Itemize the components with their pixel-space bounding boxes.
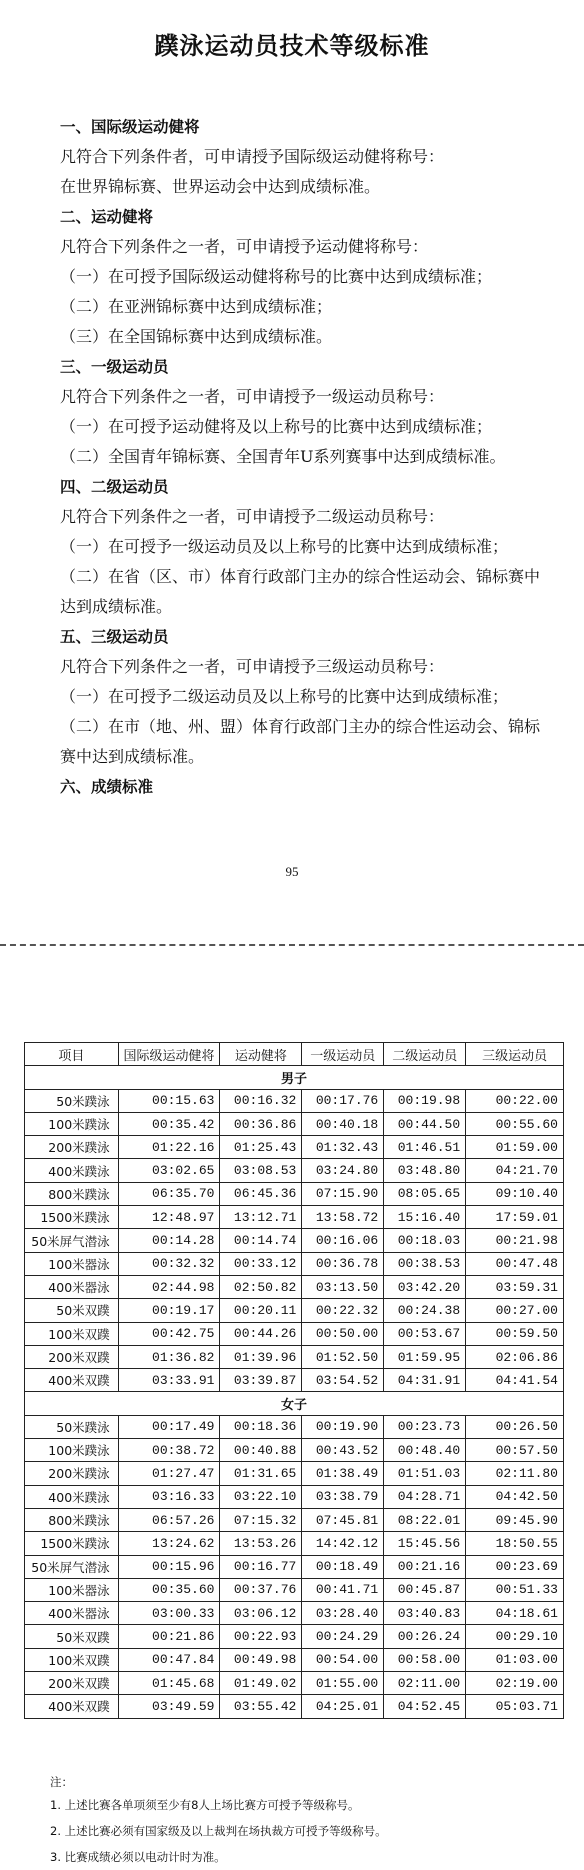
event-cell: 400米蹼泳 <box>25 1485 119 1508</box>
time-cell: 00:55.60 <box>466 1112 564 1135</box>
time-cell: 01:25.43 <box>220 1136 302 1159</box>
time-cell: 12:48.97 <box>118 1206 220 1229</box>
paragraph-line: 凡符合下列条件之一者，可申请授予运动健将称号： <box>60 237 429 256</box>
time-cell: 00:35.42 <box>118 1112 220 1135</box>
event-cell: 400米器泳 <box>25 1602 119 1625</box>
event-cell: 200米蹼泳 <box>25 1462 119 1485</box>
event-cell: 50米屏气潜泳 <box>25 1555 119 1578</box>
time-cell: 00:54.00 <box>302 1648 384 1671</box>
time-cell: 03:39.87 <box>220 1369 302 1392</box>
time-cell: 01:39.96 <box>220 1345 302 1368</box>
time-cell: 00:51.33 <box>466 1578 564 1601</box>
paragraph-line: 凡符合下列条件之一者，可申请授予三级运动员称号： <box>60 657 445 676</box>
table-row <box>25 1485 564 1508</box>
time-cell: 00:23.69 <box>466 1555 564 1578</box>
section-heading: 三、一级运动员 <box>60 358 169 376</box>
time-cell: 02:11.80 <box>466 1462 564 1485</box>
table-row <box>25 1159 564 1182</box>
event-cell: 400米蹼泳 <box>25 1159 119 1182</box>
table-row <box>25 1439 564 1462</box>
time-cell: 04:52.45 <box>384 1695 466 1718</box>
time-cell: 09:45.90 <box>466 1508 564 1531</box>
time-cell: 01:49.02 <box>220 1672 302 1695</box>
time-cell: 00:24.29 <box>302 1625 384 1648</box>
time-cell: 00:37.76 <box>220 1578 302 1601</box>
section-heading: 六、成绩标准 <box>60 778 154 796</box>
time-cell: 13:58.72 <box>302 1206 384 1229</box>
table-row <box>25 1275 564 1298</box>
time-cell: 08:22.01 <box>384 1508 466 1531</box>
header-international-master: 国际级运动健将 <box>118 1043 220 1066</box>
time-cell: 00:50.00 <box>302 1322 384 1345</box>
table-row <box>25 1625 564 1648</box>
time-cell: 04:21.70 <box>466 1159 564 1182</box>
time-cell: 00:18.36 <box>220 1415 302 1438</box>
time-cell: 02:19.00 <box>466 1672 564 1695</box>
time-cell: 00:22.93 <box>220 1625 302 1648</box>
paragraph-line: （一）在可授予二级运动员及以上称号的比赛中达到成绩标准； <box>60 687 509 706</box>
time-cell: 00:49.98 <box>220 1648 302 1671</box>
time-cell: 00:35.60 <box>118 1578 220 1601</box>
event-cell: 50米双蹼 <box>25 1625 119 1648</box>
event-cell: 800米蹼泳 <box>25 1182 119 1205</box>
time-cell: 13:24.62 <box>118 1532 220 1555</box>
time-cell: 13:53.26 <box>220 1532 302 1555</box>
note-item: 2. 上述比赛必须有国家级及以上裁判在场执裁方可授予等级称号。 <box>50 1824 387 1838</box>
time-cell: 00:41.71 <box>302 1578 384 1601</box>
time-cell: 18:50.55 <box>466 1532 564 1555</box>
time-cell: 07:15.32 <box>220 1508 302 1531</box>
table-row <box>25 1695 564 1718</box>
section-label: 女子 <box>25 1392 564 1415</box>
time-cell: 00:38.53 <box>384 1252 466 1275</box>
paragraph-line: （二）在市（地、州、盟）体育行政部门主办的综合性运动会、锦标 <box>60 717 541 736</box>
time-cell: 08:05.65 <box>384 1182 466 1205</box>
time-cell: 00:18.49 <box>302 1555 384 1578</box>
time-cell: 00:47.48 <box>466 1252 564 1275</box>
table-row <box>25 1369 564 1392</box>
paragraph-line: 凡符合下列条件之一者，可申请授予一级运动员称号： <box>60 387 445 406</box>
table-row <box>25 1508 564 1531</box>
event-cell: 100米双蹼 <box>25 1648 119 1671</box>
time-cell: 03:24.80 <box>302 1159 384 1182</box>
paragraph-line: （三）在全国锦标赛中达到成绩标准。 <box>60 327 333 346</box>
time-cell: 00:15.63 <box>118 1089 220 1112</box>
paragraph-line: 赛中达到成绩标准。 <box>60 747 205 766</box>
time-cell: 14:42.12 <box>302 1532 384 1555</box>
note-item: 1. 上述比赛各单项须至少有8人上场比赛方可授予等级称号。 <box>50 1798 360 1812</box>
paragraph-line: （二）在省（区、市）体育行政部门主办的综合性运动会、锦标赛中 <box>60 567 541 586</box>
time-cell: 00:15.96 <box>118 1555 220 1578</box>
time-cell: 00:19.90 <box>302 1415 384 1438</box>
time-cell: 03:49.59 <box>118 1695 220 1718</box>
paragraph-line: 凡符合下列条件者，可申请授予国际级运动健将称号： <box>60 147 445 166</box>
event-cell: 200米双蹼 <box>25 1672 119 1695</box>
time-cell: 01:38.49 <box>302 1462 384 1485</box>
time-cell: 13:12.71 <box>220 1206 302 1229</box>
table-row <box>25 1322 564 1345</box>
standards-table <box>24 1042 564 1719</box>
paragraph-line: （一）在可授予一级运动员及以上称号的比赛中达到成绩标准； <box>60 537 509 556</box>
time-cell: 00:59.50 <box>466 1322 564 1345</box>
time-cell: 00:22.32 <box>302 1299 384 1322</box>
time-cell: 00:22.00 <box>466 1089 564 1112</box>
time-cell: 03:54.52 <box>302 1369 384 1392</box>
time-cell: 15:45.56 <box>384 1532 466 1555</box>
table-section-row <box>25 1066 564 1089</box>
time-cell: 00:29.10 <box>466 1625 564 1648</box>
table-row <box>25 1555 564 1578</box>
section-heading: 四、二级运动员 <box>60 478 169 496</box>
table-row <box>25 1182 564 1205</box>
time-cell: 03:48.80 <box>384 1159 466 1182</box>
time-cell: 00:21.86 <box>118 1625 220 1648</box>
table-row <box>25 1648 564 1671</box>
time-cell: 05:03.71 <box>466 1695 564 1718</box>
page-divider <box>0 944 584 946</box>
time-cell: 02:11.00 <box>384 1672 466 1695</box>
time-cell: 00:16.32 <box>220 1089 302 1112</box>
event-cell: 100米蹼泳 <box>25 1439 119 1462</box>
time-cell: 01:31.65 <box>220 1462 302 1485</box>
time-cell: 04:25.01 <box>302 1695 384 1718</box>
time-cell: 01:52.50 <box>302 1345 384 1368</box>
time-cell: 15:16.40 <box>384 1206 466 1229</box>
time-cell: 01:22.16 <box>118 1136 220 1159</box>
paragraph-line: （一）在可授予国际级运动健将称号的比赛中达到成绩标准； <box>60 267 493 286</box>
table-row <box>25 1345 564 1368</box>
time-cell: 07:45.81 <box>302 1508 384 1531</box>
time-cell: 03:38.79 <box>302 1485 384 1508</box>
time-cell: 03:22.10 <box>220 1485 302 1508</box>
time-cell: 00:43.52 <box>302 1439 384 1462</box>
time-cell: 00:16.06 <box>302 1229 384 1252</box>
table-row <box>25 1462 564 1485</box>
time-cell: 00:40.18 <box>302 1112 384 1135</box>
time-cell: 03:16.33 <box>118 1485 220 1508</box>
note-item: 3. 比赛成绩必须以电动计时为准。 <box>50 1850 226 1864</box>
time-cell: 03:02.65 <box>118 1159 220 1182</box>
time-cell: 00:19.17 <box>118 1299 220 1322</box>
event-cell: 400米器泳 <box>25 1275 119 1298</box>
time-cell: 00:32.32 <box>118 1252 220 1275</box>
time-cell: 00:38.72 <box>118 1439 220 1462</box>
table-row <box>25 1299 564 1322</box>
table-row <box>25 1415 564 1438</box>
time-cell: 09:10.40 <box>466 1182 564 1205</box>
time-cell: 01:59.95 <box>384 1345 466 1368</box>
document-body <box>60 112 560 802</box>
notes <box>50 1772 570 1870</box>
table-row <box>25 1089 564 1112</box>
time-cell: 02:50.82 <box>220 1275 302 1298</box>
table-row <box>25 1112 564 1135</box>
event-cell: 100米双蹼 <box>25 1322 119 1345</box>
table-row <box>25 1532 564 1555</box>
time-cell: 01:32.43 <box>302 1136 384 1159</box>
event-cell: 100米器泳 <box>25 1578 119 1601</box>
time-cell: 00:16.77 <box>220 1555 302 1578</box>
header-second-class: 二级运动员 <box>384 1043 466 1066</box>
paragraph-line: （一）在可授予运动健将及以上称号的比赛中达到成绩标准； <box>60 417 493 436</box>
time-cell: 03:33.91 <box>118 1369 220 1392</box>
time-cell: 00:44.26 <box>220 1322 302 1345</box>
header-event: 项目 <box>25 1043 119 1066</box>
time-cell: 06:45.36 <box>220 1182 302 1205</box>
paragraph-line: 在世界锦标赛、世界运动会中达到成绩标准。 <box>60 177 381 196</box>
time-cell: 03:42.20 <box>384 1275 466 1298</box>
section-heading: 二、运动健将 <box>60 208 154 226</box>
time-cell: 01:55.00 <box>302 1672 384 1695</box>
table-row <box>25 1136 564 1159</box>
time-cell: 00:42.75 <box>118 1322 220 1345</box>
page-number: 95 <box>285 864 299 879</box>
time-cell: 00:44.50 <box>384 1112 466 1135</box>
paragraph-line: （二）在亚洲锦标赛中达到成绩标准； <box>60 297 333 316</box>
time-cell: 00:23.73 <box>384 1415 466 1438</box>
time-cell: 00:14.74 <box>220 1229 302 1252</box>
time-cell: 00:19.98 <box>384 1089 466 1112</box>
event-cell: 200米蹼泳 <box>25 1136 119 1159</box>
time-cell: 04:31.91 <box>384 1369 466 1392</box>
paragraph-line: 凡符合下列条件之一者，可申请授予二级运动员称号： <box>60 507 445 526</box>
time-cell: 00:26.50 <box>466 1415 564 1438</box>
time-cell: 00:24.38 <box>384 1299 466 1322</box>
time-cell: 01:51.03 <box>384 1462 466 1485</box>
time-cell: 01:03.00 <box>466 1648 564 1671</box>
section-heading: 五、三级运动员 <box>60 628 169 646</box>
event-cell: 50米蹼泳 <box>25 1415 119 1438</box>
time-cell: 02:06.86 <box>466 1345 564 1368</box>
time-cell: 04:28.71 <box>384 1485 466 1508</box>
time-cell: 00:36.78 <box>302 1252 384 1275</box>
time-cell: 00:14.28 <box>118 1229 220 1252</box>
table-row <box>25 1578 564 1601</box>
time-cell: 00:47.84 <box>118 1648 220 1671</box>
document-title: 蹼泳运动员技术等级标准 <box>154 31 430 60</box>
table-section-row <box>25 1392 564 1415</box>
time-cell: 00:36.86 <box>220 1112 302 1135</box>
time-cell: 00:58.00 <box>384 1648 466 1671</box>
event-cell: 50米屏气潜泳 <box>25 1229 119 1252</box>
time-cell: 03:59.31 <box>466 1275 564 1298</box>
time-cell: 00:26.24 <box>384 1625 466 1648</box>
event-cell: 400米双蹼 <box>25 1369 119 1392</box>
time-cell: 03:28.40 <box>302 1602 384 1625</box>
event-cell: 1500米蹼泳 <box>25 1532 119 1555</box>
time-cell: 01:46.51 <box>384 1136 466 1159</box>
header-master: 运动健将 <box>220 1043 302 1066</box>
notes-title: 注： <box>50 1775 73 1789</box>
table-row <box>25 1229 564 1252</box>
time-cell: 00:17.49 <box>118 1415 220 1438</box>
event-cell: 800米蹼泳 <box>25 1508 119 1531</box>
table-row <box>25 1602 564 1625</box>
paragraph-line: （二）全国青年锦标赛、全国青年U系列赛事中达到成绩标准。 <box>60 447 506 466</box>
time-cell: 04:18.61 <box>466 1602 564 1625</box>
event-cell: 50米双蹼 <box>25 1299 119 1322</box>
time-cell: 03:13.50 <box>302 1275 384 1298</box>
table-row <box>25 1672 564 1695</box>
time-cell: 00:53.67 <box>384 1322 466 1345</box>
header-first-class: 一级运动员 <box>302 1043 384 1066</box>
time-cell: 00:48.40 <box>384 1439 466 1462</box>
time-cell: 00:20.11 <box>220 1299 302 1322</box>
event-cell: 1500米蹼泳 <box>25 1206 119 1229</box>
paragraph-line: 达到成绩标准。 <box>60 597 173 616</box>
time-cell: 00:21.98 <box>466 1229 564 1252</box>
time-cell: 01:36.82 <box>118 1345 220 1368</box>
time-cell: 04:42.50 <box>466 1485 564 1508</box>
time-cell: 07:15.90 <box>302 1182 384 1205</box>
section-heading: 一、国际级运动健将 <box>60 118 200 136</box>
event-cell: 200米双蹼 <box>25 1345 119 1368</box>
event-cell: 400米双蹼 <box>25 1695 119 1718</box>
time-cell: 03:00.33 <box>118 1602 220 1625</box>
table-row <box>25 1252 564 1275</box>
time-cell: 03:06.12 <box>220 1602 302 1625</box>
time-cell: 02:44.98 <box>118 1275 220 1298</box>
time-cell: 01:45.68 <box>118 1672 220 1695</box>
time-cell: 00:33.12 <box>220 1252 302 1275</box>
time-cell: 03:55.42 <box>220 1695 302 1718</box>
time-cell: 03:40.83 <box>384 1602 466 1625</box>
time-cell: 00:17.76 <box>302 1089 384 1112</box>
time-cell: 01:27.47 <box>118 1462 220 1485</box>
time-cell: 06:35.70 <box>118 1182 220 1205</box>
time-cell: 00:27.00 <box>466 1299 564 1322</box>
time-cell: 00:40.88 <box>220 1439 302 1462</box>
header-third-class: 三级运动员 <box>466 1043 564 1066</box>
time-cell: 06:57.26 <box>118 1508 220 1531</box>
event-cell: 100米蹼泳 <box>25 1112 119 1135</box>
time-cell: 17:59.01 <box>466 1206 564 1229</box>
time-cell: 00:45.87 <box>384 1578 466 1601</box>
time-cell: 00:21.16 <box>384 1555 466 1578</box>
time-cell: 00:57.50 <box>466 1439 564 1462</box>
time-cell: 03:08.53 <box>220 1159 302 1182</box>
time-cell: 04:41.54 <box>466 1369 564 1392</box>
section-label: 男子 <box>25 1066 564 1089</box>
table-header-row <box>25 1043 564 1066</box>
time-cell: 00:18.03 <box>384 1229 466 1252</box>
event-cell: 50米蹼泳 <box>25 1089 119 1112</box>
time-cell: 01:59.00 <box>466 1136 564 1159</box>
table-row <box>25 1206 564 1229</box>
event-cell: 100米器泳 <box>25 1252 119 1275</box>
